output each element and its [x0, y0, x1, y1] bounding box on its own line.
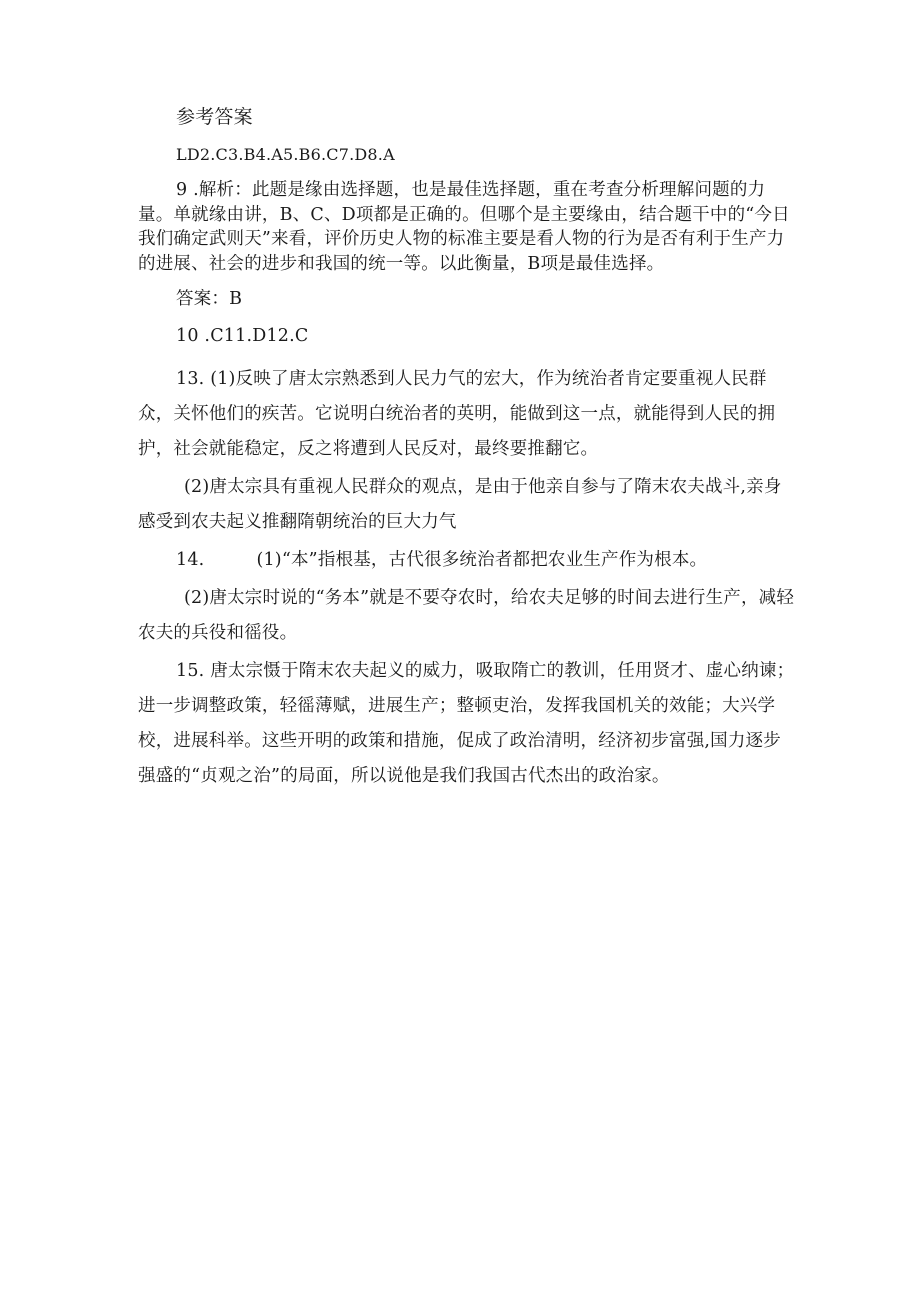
question-13-part-1: 13. (1)反映了唐太宗熟悉到人民力气的宏大，作为统治者肯定要重视人民群众，关怀他们的疾苦。它说明白统治者的英明，能做到这一点，就能得到人民的拥护，社会就能稳定，反之将遭到人民反对，最终要推翻它。	[138, 369, 776, 459]
answers-10-12: 10 .C11.D12.C	[176, 326, 309, 346]
document-heading: 参考答案	[176, 106, 253, 128]
answer-document	[138, 102, 798, 797]
question-9-answer: 答案：B	[176, 289, 243, 309]
question-14-part-1-text: (1)“本”指根基，古代很多统治者都把农业生产作为根本。	[256, 550, 708, 570]
question-13-part-2: (2)唐太宗具有重视人民群众的观点，是由于他亲自参与了隋末农夫战斗,亲身感受到农夫起义推翻隋朝统治的巨大力气	[138, 477, 782, 532]
question-14-number: 14.	[176, 550, 205, 570]
question-14-part-1	[138, 543, 798, 578]
question-14-part-2: (2)唐太宗时说的“务本”就是不要夺农时，给农夫足够的时间去进行生产，减轻农夫的兵役和徭役。	[138, 588, 795, 643]
question-9-explanation: 9 .解析：此题是缘由选择题，也是最佳选择题，重在考查分析理解问题的力量。单就缘由讲，B、C、D项都是正确的。但哪个是主要缘由，结合题干中的“今日我们确定武则天”来看，评价历史人物的标准主要是看人物的行为是否有利于生产力的进展、社会的进步和我国的统一等。以此衡量，B项是最佳选择。	[138, 180, 790, 274]
answers-1-8: LD2.C3.B4.A5.B6.C7.D8.A	[176, 145, 395, 164]
question-15-answer: 15. 唐太宗慑于隋末农夫起义的威力，吸取隋亡的教训，任用贤才、虚心纳谏；进一步调整政策，轻徭薄赋，进展生产；整顿吏治，发挥我国机关的效能；大兴学校，进展科举。这些开明的政策和措施，促成了政治清明，经济初步富强,国力逐步强盛的“贞观之治”的局面，所以说他是我们我国古代杰出的政治家。	[138, 661, 795, 786]
